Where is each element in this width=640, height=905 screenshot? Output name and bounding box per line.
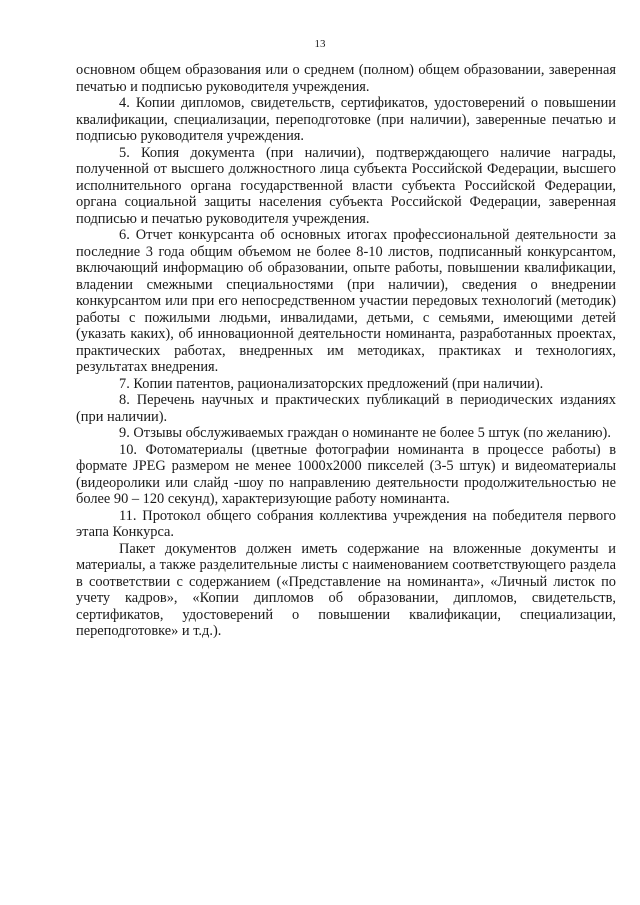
paragraph-item-4: 4. Копии дипломов, свидетельств, сертификатов, удостоверений о повышении квалификации, специализации, переподготовке (при наличии), заверенные печатью и подписью руководителя учреждения. [76, 95, 616, 144]
paragraph-item-6: 6. Отчет конкурсанта об основных итогах профессиональной деятельности за последние 3 года общим объемом не более 8-10 листов, подписанный конкурсантом, включающий информацию об образовании, опыте работы, повышении квалификации, владении смежными специальностями (при наличии), сведения о внедрении конкурсантом или при его непосредственном участии передовых технологий (методик) работы с пожилыми людьми, инвалидами, детьми, с семьями, имеющими детей (указать каких), об инновационной деятельности номинанта, разработанных проектах, практических работах, внедренных им методиках, практиках и технологиях, результатах внедрения. [76, 227, 616, 375]
paragraph-item-11: 11. Протокол общего собрания коллектива учреждения на победителя первого этапа Конкурса. [76, 507, 616, 540]
paragraph-item-7: 7. Копии патентов, рационализаторских предложений (при наличии). [119, 375, 544, 392]
paragraph-item-10: 10. Фотоматериалы (цветные фотографии номинанта в процессе работы) в формате JPEG размером не менее 1000х2000 пикселей (3-5 штук) и видеоматериалы (видеоролики или слайд -шоу по направлению деятельности продолжительностью не более 90 – 120 секунд), характеризующие работу номинанта. [76, 441, 616, 507]
paragraph-document-package: Пакет документов должен иметь содержание на вложенные документы и материалы, а также разделительные листы с наименованием соответствующего раздела в соответствии с содержанием («Представление на номинанта», «Личный листок по учету кадров», «Копии дипломов об образовании, дипломов, свидетельств, сертификатов, удостоверений о повышении квалификации, специализации, переподготовке» и т.д.). [76, 540, 616, 639]
paragraph-item-8: 8. Перечень научных и практических публикаций в периодических изданиях (при наличии). [76, 392, 616, 425]
paragraph-item-9: 9. Отзывы обслуживаемых граждан о номинанте не более 5 штук (по желанию). [119, 425, 611, 441]
paragraph-item-5: 5. Копия документа (при наличии), подтверждающего наличие награды, полученной от высшего должностного лица субъекта Российской Федерации, высшего исполнительного органа государственной власти субъекта Российской Федерации, органа социальной защиты населения субъекта Российской Федерации, заверенная подписью и печатью руководителя учреждения. [76, 144, 616, 227]
page-number: 13 [314, 38, 326, 50]
document-body [76, 62, 616, 640]
paragraph-continuation: основном общем образования или о среднем (полном) общем образовании, заверенная печатью и подписью руководителя учреждения. [76, 62, 616, 95]
